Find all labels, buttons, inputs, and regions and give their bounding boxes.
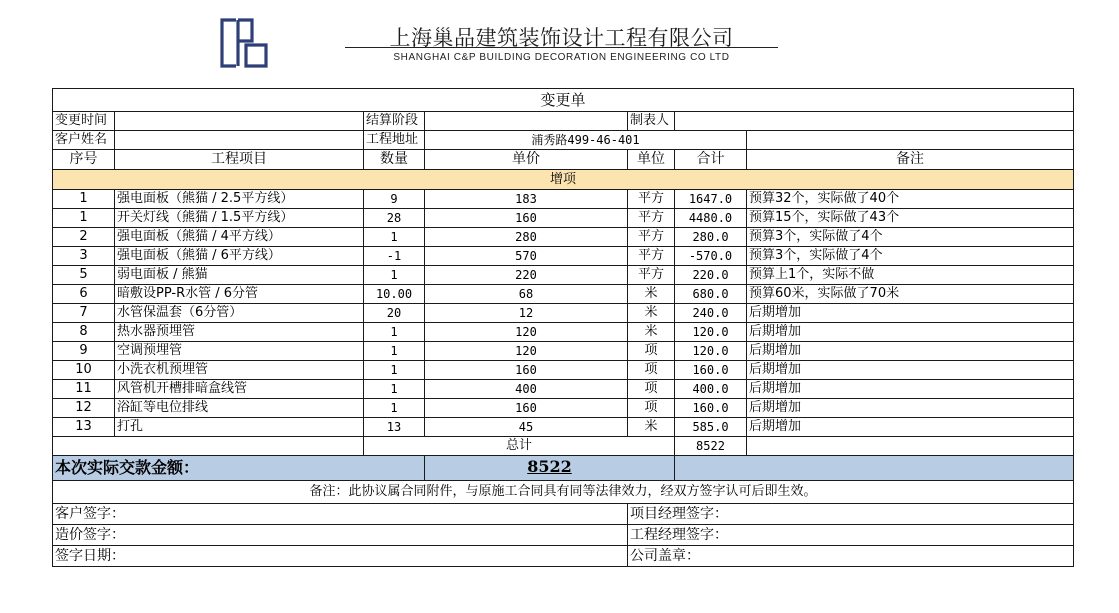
row-total: 220.0: [675, 266, 747, 285]
row-total: 120.0: [675, 342, 747, 361]
row-remark: 后期增加: [747, 304, 1074, 323]
row-unit: 项: [628, 399, 675, 418]
row-total: 160.0: [675, 361, 747, 380]
row-seq: 2: [53, 228, 115, 247]
total-label: 总计: [364, 437, 675, 456]
change-time-label: 变更时间: [53, 112, 115, 131]
change-order-table: [52, 88, 1074, 567]
row-qty: 1: [364, 228, 425, 247]
row-remark: 后期增加: [747, 361, 1074, 380]
company-seal-field[interactable]: 公司盖章：: [628, 546, 1074, 567]
row-seq: 7: [53, 304, 115, 323]
customer-name-label: 客户姓名: [53, 131, 115, 150]
row-seq: 13: [53, 418, 115, 437]
table-row: [53, 361, 1074, 380]
row-item: 小洗衣机预埋管: [115, 361, 364, 380]
table-row: [53, 304, 1074, 323]
row-seq: 3: [53, 247, 115, 266]
row-remark: 后期增加: [747, 380, 1074, 399]
project-manager-signature-field[interactable]: 项目经理签字：: [628, 504, 1074, 525]
payment-value: 8522: [527, 457, 572, 476]
col-header-remark: 备注: [747, 150, 1074, 170]
row-qty: 9: [364, 190, 425, 209]
row-item: 空调预埋管: [115, 342, 364, 361]
row-total: 4480.0: [675, 209, 747, 228]
col-header-seq: 序号: [53, 150, 115, 170]
cost-signature-field[interactable]: 造价签字：: [53, 525, 628, 546]
col-header-qty: 数量: [364, 150, 425, 170]
form-title: 变更单: [53, 89, 1074, 112]
row-seq: 1: [53, 190, 115, 209]
row-item: 强电面板（熊猫 / 2.5平方线）: [115, 190, 364, 209]
row-remark: 预算上1个，实际不做: [747, 266, 1074, 285]
col-header-item: 工程项目: [115, 150, 364, 170]
row-item: 热水器预埋管: [115, 323, 364, 342]
settlement-stage-value[interactable]: [425, 112, 628, 131]
table-row: [53, 380, 1074, 399]
row-unit: 平方: [628, 209, 675, 228]
row-unit: 米: [628, 304, 675, 323]
row-seq: 8: [53, 323, 115, 342]
row-total: 240.0: [675, 304, 747, 323]
blank-cell: [747, 131, 1074, 150]
row-unit: 米: [628, 418, 675, 437]
row-remark: 预算3个，实际做了4个: [747, 228, 1074, 247]
row-price: 400: [425, 380, 628, 399]
row-total: 1647.0: [675, 190, 747, 209]
signature-date-field[interactable]: 签字日期：: [53, 546, 628, 567]
row-seq: 10: [53, 361, 115, 380]
section-additions: 增项: [53, 170, 1074, 190]
row-unit: 米: [628, 285, 675, 304]
col-header-price: 单价: [425, 150, 628, 170]
table-row: [53, 266, 1074, 285]
row-qty: 1: [364, 399, 425, 418]
row-qty: 1: [364, 323, 425, 342]
row-price: 183: [425, 190, 628, 209]
row-qty: 10.00: [364, 285, 425, 304]
row-price: 220: [425, 266, 628, 285]
row-unit: 项: [628, 361, 675, 380]
row-price: 160: [425, 209, 628, 228]
table-row: [53, 285, 1074, 304]
row-price: 280: [425, 228, 628, 247]
row-price: 120: [425, 342, 628, 361]
engineering-manager-signature-field[interactable]: 工程经理签字：: [628, 525, 1074, 546]
row-seq: 1: [53, 209, 115, 228]
row-total: 400.0: [675, 380, 747, 399]
maker-value[interactable]: [675, 112, 1074, 131]
row-qty: -1: [364, 247, 425, 266]
row-item: 弱电面板 / 熊猫: [115, 266, 364, 285]
customer-name-value[interactable]: [115, 131, 364, 150]
row-total: 120.0: [675, 323, 747, 342]
company-logo-icon: [218, 17, 270, 69]
row-unit: 平方: [628, 247, 675, 266]
row-qty: 13: [364, 418, 425, 437]
row-seq: 5: [53, 266, 115, 285]
row-unit: 平方: [628, 190, 675, 209]
blank-cell: [747, 437, 1074, 456]
col-header-total: 合计: [675, 150, 747, 170]
row-item: 风管机开槽排暗盒线管: [115, 380, 364, 399]
row-unit: 平方: [628, 266, 675, 285]
payment-amount: [425, 456, 675, 481]
row-qty: 28: [364, 209, 425, 228]
row-item: 开关灯线（熊猫 / 1.5平方线）: [115, 209, 364, 228]
payment-label: 本次实际交款金额：: [53, 456, 425, 481]
change-time-value[interactable]: [115, 112, 364, 131]
row-seq: 11: [53, 380, 115, 399]
blank-cell: [675, 456, 1074, 481]
row-price: 160: [425, 361, 628, 380]
row-price: 45: [425, 418, 628, 437]
row-item: 强电面板（熊猫 / 4平方线）: [115, 228, 364, 247]
row-price: 570: [425, 247, 628, 266]
row-seq: 6: [53, 285, 115, 304]
table-row: [53, 323, 1074, 342]
row-total: 585.0: [675, 418, 747, 437]
row-total: 680.0: [675, 285, 747, 304]
col-header-unit: 单位: [628, 150, 675, 170]
table-row: [53, 418, 1074, 437]
total-value: 8522: [675, 437, 747, 456]
row-unit: 米: [628, 323, 675, 342]
company-name-en: SHANGHAI C&P BUILDING DECORATION ENGINEERING CO LTD: [393, 52, 730, 63]
row-remark: 预算15个，实际做了43个: [747, 209, 1074, 228]
row-unit: 项: [628, 380, 675, 399]
table-row: [53, 247, 1074, 266]
row-item: 强电面板（熊猫 / 6平方线）: [115, 247, 364, 266]
table-row: [53, 209, 1074, 228]
row-price: 160: [425, 399, 628, 418]
table-row: [53, 190, 1074, 209]
address-label: 工程地址: [364, 131, 425, 150]
row-qty: 1: [364, 361, 425, 380]
row-remark: 预算3个，实际做了4个: [747, 247, 1074, 266]
row-remark: 后期增加: [747, 342, 1074, 361]
row-qty: 20: [364, 304, 425, 323]
row-qty: 1: [364, 342, 425, 361]
row-unit: 项: [628, 342, 675, 361]
row-item: 浴缸等电位排线: [115, 399, 364, 418]
row-remark: 预算32个，实际做了40个: [747, 190, 1074, 209]
blank-cell: [53, 437, 364, 456]
row-unit: 平方: [628, 228, 675, 247]
maker-label: 制表人: [628, 112, 675, 131]
table-row: [53, 342, 1074, 361]
address-value[interactable]: 浦秀路499-46-401: [425, 131, 747, 150]
row-qty: 1: [364, 380, 425, 399]
row-item: 打孔: [115, 418, 364, 437]
customer-signature-field[interactable]: 客户签字：: [53, 504, 628, 525]
row-total: -570.0: [675, 247, 747, 266]
table-row: [53, 399, 1074, 418]
company-name-cn: 上海巢品建筑装饰设计工程有限公司: [389, 26, 734, 50]
row-seq: 9: [53, 342, 115, 361]
row-total: 280.0: [675, 228, 747, 247]
row-item: 水管保温套（6分管）: [115, 304, 364, 323]
row-remark: 后期增加: [747, 399, 1074, 418]
row-qty: 1: [364, 266, 425, 285]
settlement-stage-label: 结算阶段: [364, 112, 425, 131]
row-item: 暗敷设PP-R水管 / 6分管: [115, 285, 364, 304]
agreement-note: 备注：此协议属合同附件，与原施工合同具有同等法律效力，经双方签字认可后即生效。: [53, 481, 1074, 504]
row-remark: 预算60米，实际做了70米: [747, 285, 1074, 304]
row-remark: 后期增加: [747, 418, 1074, 437]
row-total: 160.0: [675, 399, 747, 418]
row-price: 68: [425, 285, 628, 304]
row-remark: 后期增加: [747, 323, 1074, 342]
row-seq: 12: [53, 399, 115, 418]
row-price: 12: [425, 304, 628, 323]
row-price: 120: [425, 323, 628, 342]
table-row: [53, 228, 1074, 247]
header-underline: [345, 47, 778, 48]
